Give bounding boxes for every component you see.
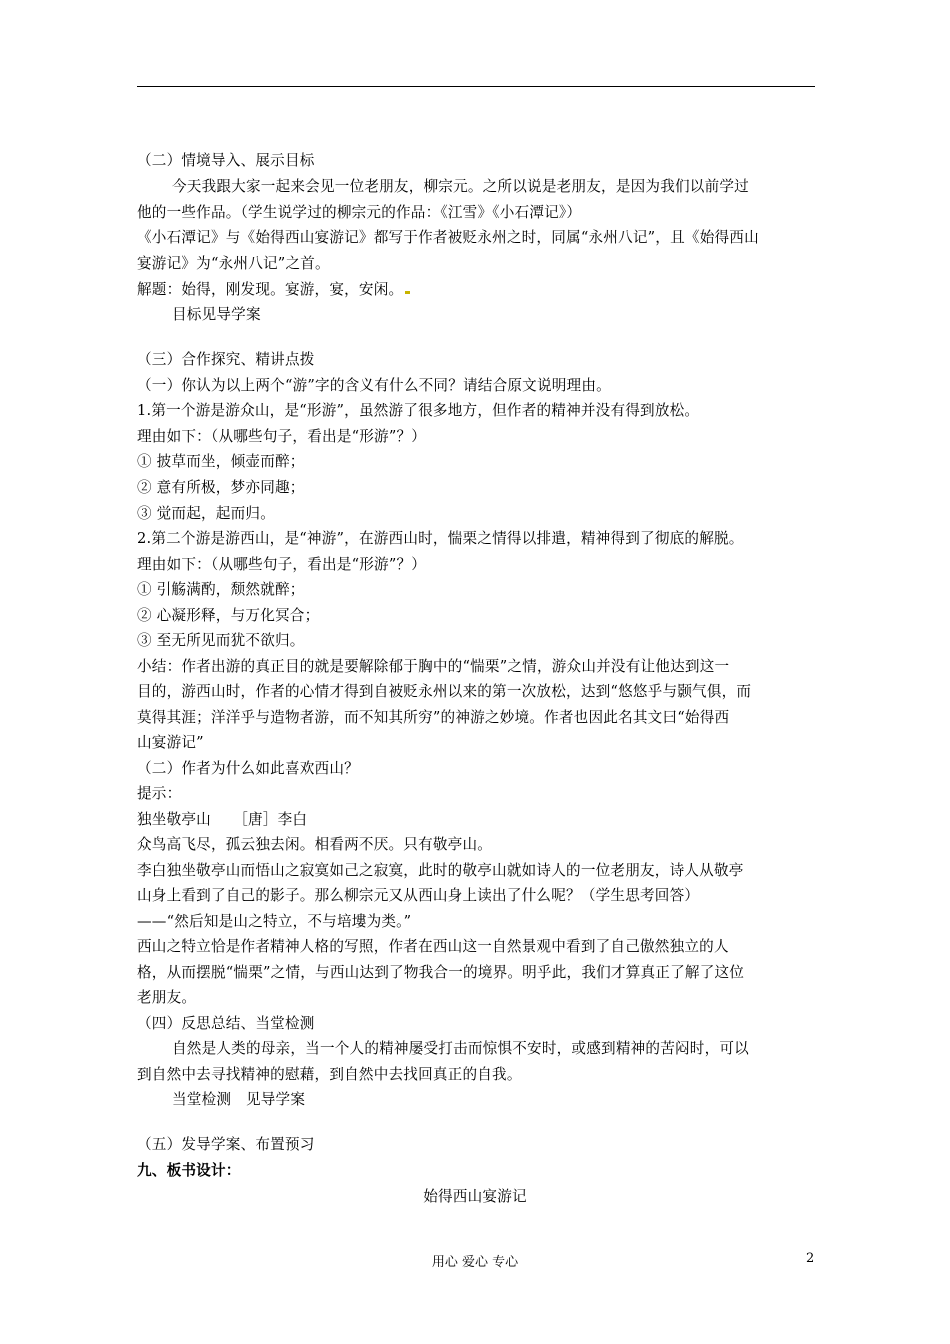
text-line: （四）反思总结、当堂检测: [137, 1015, 315, 1032]
text-line: （五）发导学案、布置预习: [137, 1136, 315, 1153]
text-line: 自然是人类的母亲，当一个人的精神屡受打击而惊惧不安时，或感到精神的苦闷时，可以: [172, 1040, 749, 1057]
text-line: 《小石潭记》与《始得西山宴游记》都写于作者被贬永州之时，同属“永州八记”，且《始得西山: [137, 229, 759, 246]
text-line: （三）合作探究、精讲点拨: [137, 351, 315, 368]
text-line: 目的，游西山时，作者的心情才得到自被贬永州以来的第一次放松，达到“悠悠乎与颢气俱，而: [137, 683, 752, 700]
text-line: 到自然中去寻找精神的慰藉，到自然中去找回真正的自我。: [137, 1066, 522, 1083]
text-line: （一）你认为以上两个“游”字的含义有什么不同？请结合原文说明理由。: [137, 377, 611, 394]
text-line: 格，从而摆脱“惴栗”之情，与西山达到了物我合一的境界。明乎此，我们才算真正了解了这位: [137, 964, 745, 981]
highlight-mark: [405, 291, 410, 294]
text-line: 众鸟高飞尽，孤云独去闲。相看两不厌。只有敬亭山。: [137, 836, 493, 853]
text-line: 他的一些作品。（学生说学过的柳宗元的作品：《江雪》《小石潭记》）: [137, 204, 582, 221]
text-line: 始得西山宴游记: [423, 1188, 527, 1205]
text-line: 目标见导学案: [172, 306, 261, 323]
text-line: 山宴游记”: [137, 734, 204, 751]
text-line: 今天我跟大家一起来会见一位老朋友，柳宗元。之所以说是老朋友，是因为我们以前学过: [172, 178, 749, 195]
page-number: 2: [806, 1251, 815, 1266]
header-rule: [137, 86, 815, 87]
text-line: ② 意有所极，梦亦同趣；: [137, 479, 305, 496]
text-line: 理由如下：（从哪些句子，看出是“形游”？）: [137, 428, 427, 445]
text-line: ③ 觉而起，起而归。: [137, 505, 275, 522]
text-line: 西山之特立恰是作者精神人格的写照，作者在西山这一自然景观中看到了自己傲然独立的人: [137, 938, 729, 955]
text-line: 小结：作者出游的真正目的就是要解除郁于胸中的“惴栗”之情，游众山并没有让他达到这一: [137, 658, 730, 675]
text-line: 2.第二个游是游西山，是“神游”，在游西山时，惴栗之情得以排遣，精神得到了彻底的解脱。: [137, 530, 744, 547]
text-line: 九、板书设计：: [137, 1162, 241, 1179]
text-line: （二）作者为什么如此喜欢西山？: [137, 760, 359, 777]
text-line: ① 披草而坐，倾壶而醉；: [137, 453, 305, 470]
text-line: ② 心凝形释，与万化冥合；: [137, 607, 320, 624]
page-footer: 用心 爱心 专心: [431, 1255, 519, 1270]
text-line: ——“然后知是山之特立，不与培塿为类。”: [137, 913, 412, 930]
text-line: 1.第一个游是游众山，是“形游”，虽然游了很多地方，但作者的精神并没有得到放松。: [137, 402, 700, 419]
text-line: 山身上看到了自己的影子。那么柳宗元又从西山身上读出了什么呢？（学生思考回答）: [137, 887, 700, 904]
text-line: 解题：始得，刚发现。宴游，宴，安闲。: [137, 281, 410, 299]
text-line: 当堂检测 见导学案: [172, 1091, 306, 1108]
text-line: 宴游记》为“永州八记”之首。: [137, 255, 330, 272]
text-line: （二）情境导入、展示目标: [137, 152, 315, 169]
text-line: 理由如下：（从哪些句子，看出是“形游”？）: [137, 556, 427, 573]
text-line: 莫得其涯；洋洋乎与造物者游，而不知其所穷”的神游之妙境。作者也因此名其文曰“始得西: [137, 709, 730, 726]
text-line: 独坐敬亭山 ［唐］李白: [137, 811, 308, 828]
text-line: ③ 至无所见而犹不欲归。: [137, 632, 305, 649]
text-line: 李白独坐敬亭山而悟山之寂寞如己之寂寞，此时的敬亭山就如诗人的一位老朋友，诗人从敬亭: [137, 862, 744, 879]
text-line: 提示：: [137, 785, 182, 802]
text-line: 老朋友。: [137, 989, 197, 1006]
text-line: ① 引觞满酌，颓然就醉；: [137, 581, 305, 598]
